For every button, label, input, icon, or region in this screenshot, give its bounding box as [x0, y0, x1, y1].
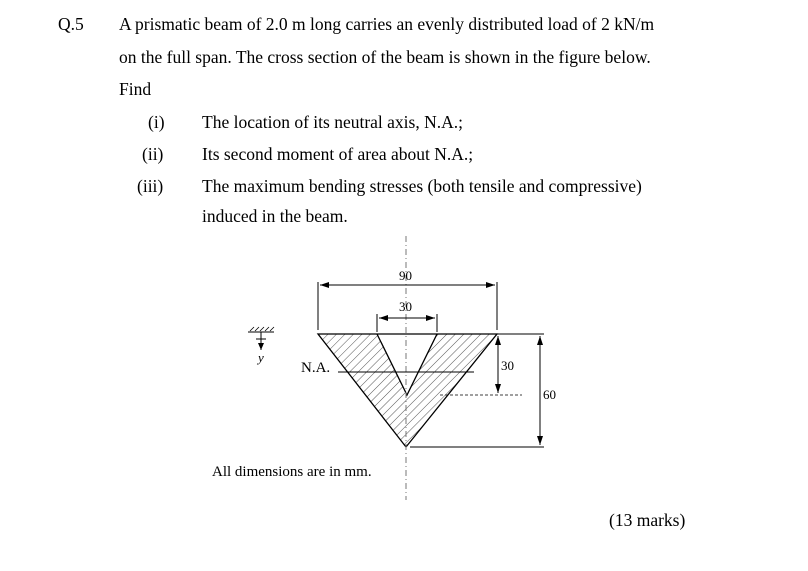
- marks-label: (13 marks): [609, 510, 686, 530]
- na-label: N.A.: [301, 360, 331, 376]
- y-label: y: [258, 350, 264, 365]
- dim-60-label: 60: [543, 387, 556, 402]
- question-number: Q.5: [58, 14, 84, 34]
- part-i-text: The location of its neutral axis, N.A.;: [202, 112, 463, 132]
- part-ii-label: (ii): [142, 144, 164, 164]
- dim-30-depth-label: 30: [501, 358, 514, 373]
- question-text-line-2: on the full span. The cross section of the beam is shown in the figure below.: [119, 47, 651, 67]
- dim-90-label: 90: [399, 268, 412, 283]
- question-text-line-1: A prismatic beam of 2.0 m long carries an evenly distributed load of 2 kN/m: [119, 14, 655, 34]
- part-iii-text: The maximum bending stresses (both tensile and compressive): [202, 176, 642, 196]
- v-section-shape: [318, 334, 497, 447]
- figure-caption: All dimensions are in mm.: [212, 464, 372, 480]
- dim-30-slot-label: 30: [399, 299, 412, 314]
- part-ii-text: Its second moment of area about N.A.;: [202, 144, 474, 164]
- part-i-label: (i): [148, 112, 165, 132]
- part-iii-text-continued: induced in the beam.: [202, 206, 348, 226]
- find-label: Find: [119, 79, 152, 99]
- part-iii-label: (iii): [137, 176, 164, 196]
